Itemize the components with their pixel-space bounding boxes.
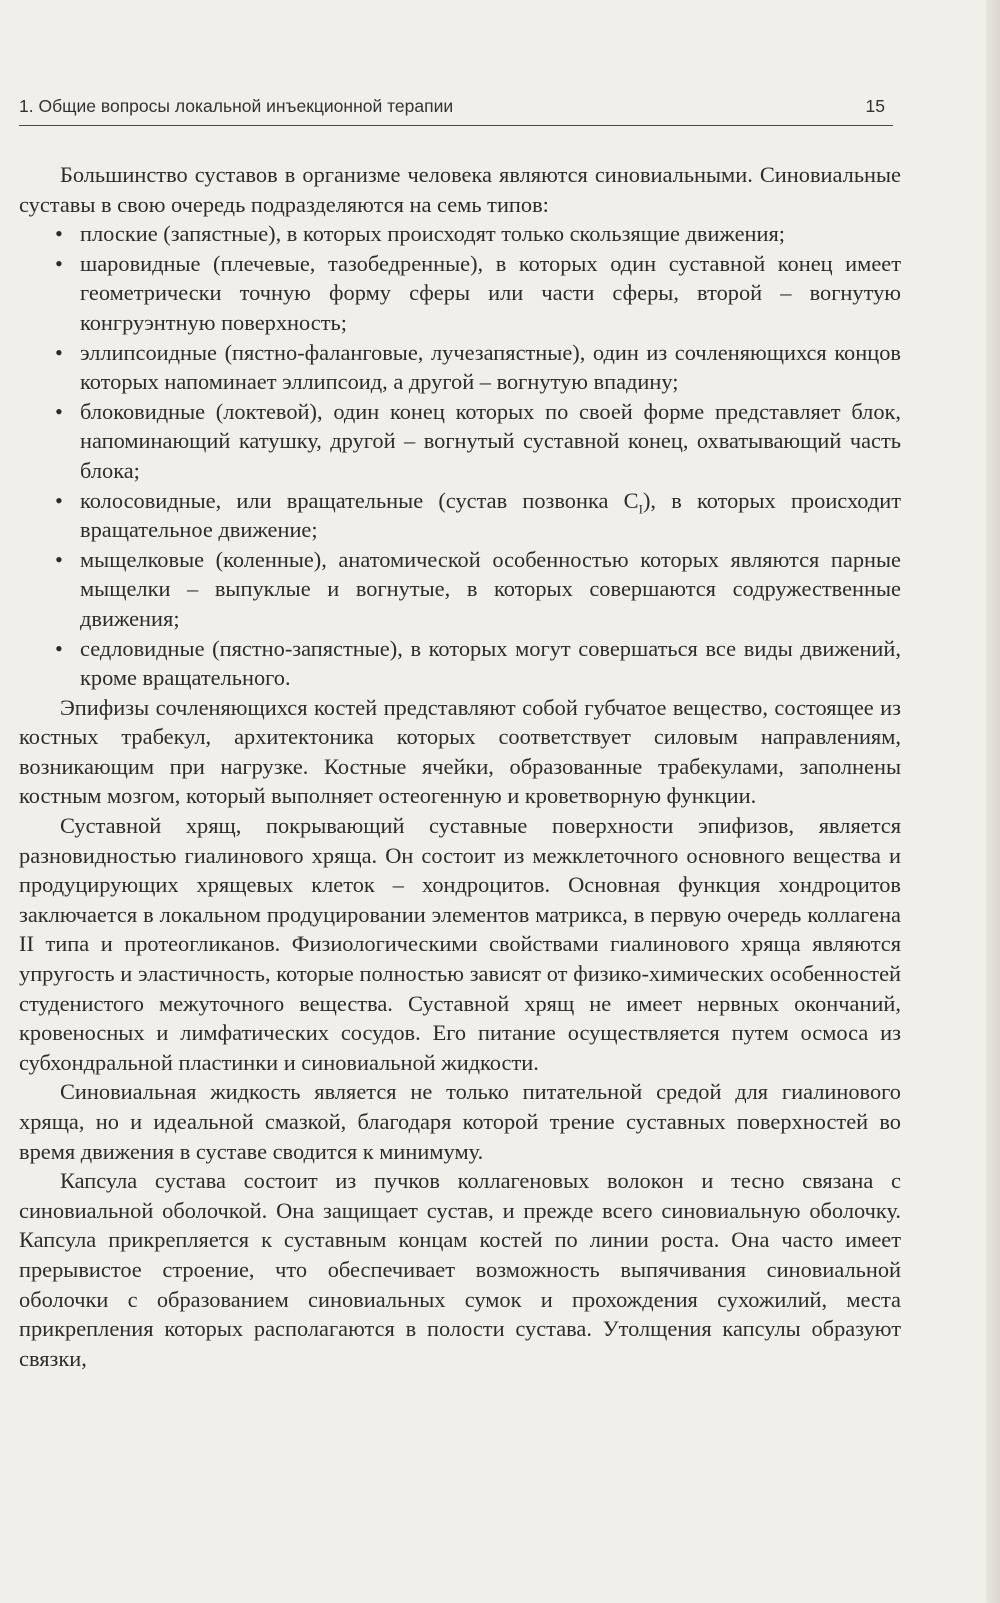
running-head (19, 95, 893, 126)
text-body (19, 160, 901, 1373)
epiphyses-paragraph: Эпифизы сочленяющихся костей представляют собой губчатое вещество, состоящее из костных трабекул, архитектоника которых соответствует силовым направлениям, возникающим при нагрузке. Костные ячейки, образованные трабекулами, заполнены костным мозгом, который выполняет остеогенную и кроветворную функции. (19, 694, 901, 809)
intro-paragraph: Большинство суставов в организме человека являются синовиальными. Синовиальные суставы в свою очередь подразделяются на семь типов: (19, 162, 901, 217)
list-item-text: седловидные (пястно-запястные), в которых могут совершаться все виды движений, кроме вращательного. (80, 635, 901, 691)
synovial-fluid-paragraph: Синовиальная жидкость является не только питательной средой для гиалинового хряща, но и идеальной смазкой, благодаря которой трение суставных поверхностей во время движения в суставе сводится к минимуму. (19, 1079, 901, 1164)
list-item-text-before: колосовидные, или вращательные (сустав позвонка C (80, 487, 639, 513)
vertebra-subscript: I (638, 501, 643, 516)
list-item (19, 634, 901, 693)
list-item (19, 338, 901, 397)
list-item (19, 545, 901, 634)
list-item (19, 397, 901, 486)
bullet-icon: • (55, 339, 63, 365)
section-title: 1. Общие вопросы локальной инъекционной терапии (19, 96, 454, 116)
bullet-icon: • (55, 250, 63, 276)
bullet-icon: • (55, 398, 63, 424)
list-item (19, 219, 901, 249)
capsule-paragraph: Капсула сустава состоит из пучков коллагеновых волокон и тесно связана с синовиальной оболочкой. Она защищает сустав, и прежде всего синовиальную оболочку. Капсула прикрепляется к суставным концам костей по линии роста. Она часто имеет прерывистое строение, что обеспечивает возможность выпячивания синовиальной оболочки с образованием синовиальных сумок и прохождения сухожилий, места прикрепления которых располагаются в полости сустава. Утолщения капсулы образуют связки, (19, 1168, 901, 1371)
page-number: 15 (865, 96, 885, 116)
bullet-icon: • (55, 487, 63, 513)
bullet-icon: • (55, 635, 63, 661)
bullet-icon: • (55, 546, 63, 572)
list-item-text: плоские (запястные), в которых происходят только скользящие движения; (80, 221, 786, 247)
list-item (19, 486, 901, 545)
bullet-icon: • (55, 221, 63, 247)
list-item-text: эллипсоидные (пястно-фаланговые, лучезапястные), один из сочленяющихся концов которых напоминает эллипсоид, а другой – вогнутую впадину; (80, 339, 901, 395)
list-item-text-after: ), в которых происходит вращательное движение; (80, 487, 901, 543)
page-edge-shadow (986, 0, 1000, 1603)
list-item-text: шаровидные (плечевые, тазобедренные), в которых один суставной конец имеет геометрически точную форму сферы или части сферы, второй – вогнутую конгруэнтную поверхность; (80, 250, 901, 335)
list-item-text: блоковидные (локтевой), один конец которых по своей форме представляет блок, напоминающий катушку, другой – вогнутый суставной конец, охватывающий часть блока; (80, 398, 901, 483)
joint-types-list (19, 219, 901, 693)
cartilage-paragraph: Суставной хрящ, покрывающий суставные поверхности эпифизов, является разновидностью гиалинового хряща. Он состоит из межклеточного основного вещества и продуцирующих хрящевых клеток – хондроцитов. Основная функция хондроцитов заключается в локальном продуцировании элементов матрикса, в первую очередь коллагена II типа и протеогликанов. Физиологическими свойствами гиалинового хряща являются упругость и эластичность, которые полностью зависят от физико-химических особенностей студенистого межуточного вещества. Суставной хрящ не имеет нервных окончаний, кровеносных и лимфатических сосудов. Его питание осуществляется путем осмоса из субхондральной пластинки и синовиальной жидкости. (19, 813, 901, 1075)
list-item (19, 249, 901, 338)
list-item-text: мыщелковые (коленные), анатомической особенностью которых являются парные мыщелки – выпуклые и вогнутые, в которых совершаются содружественные движения; (80, 546, 901, 631)
